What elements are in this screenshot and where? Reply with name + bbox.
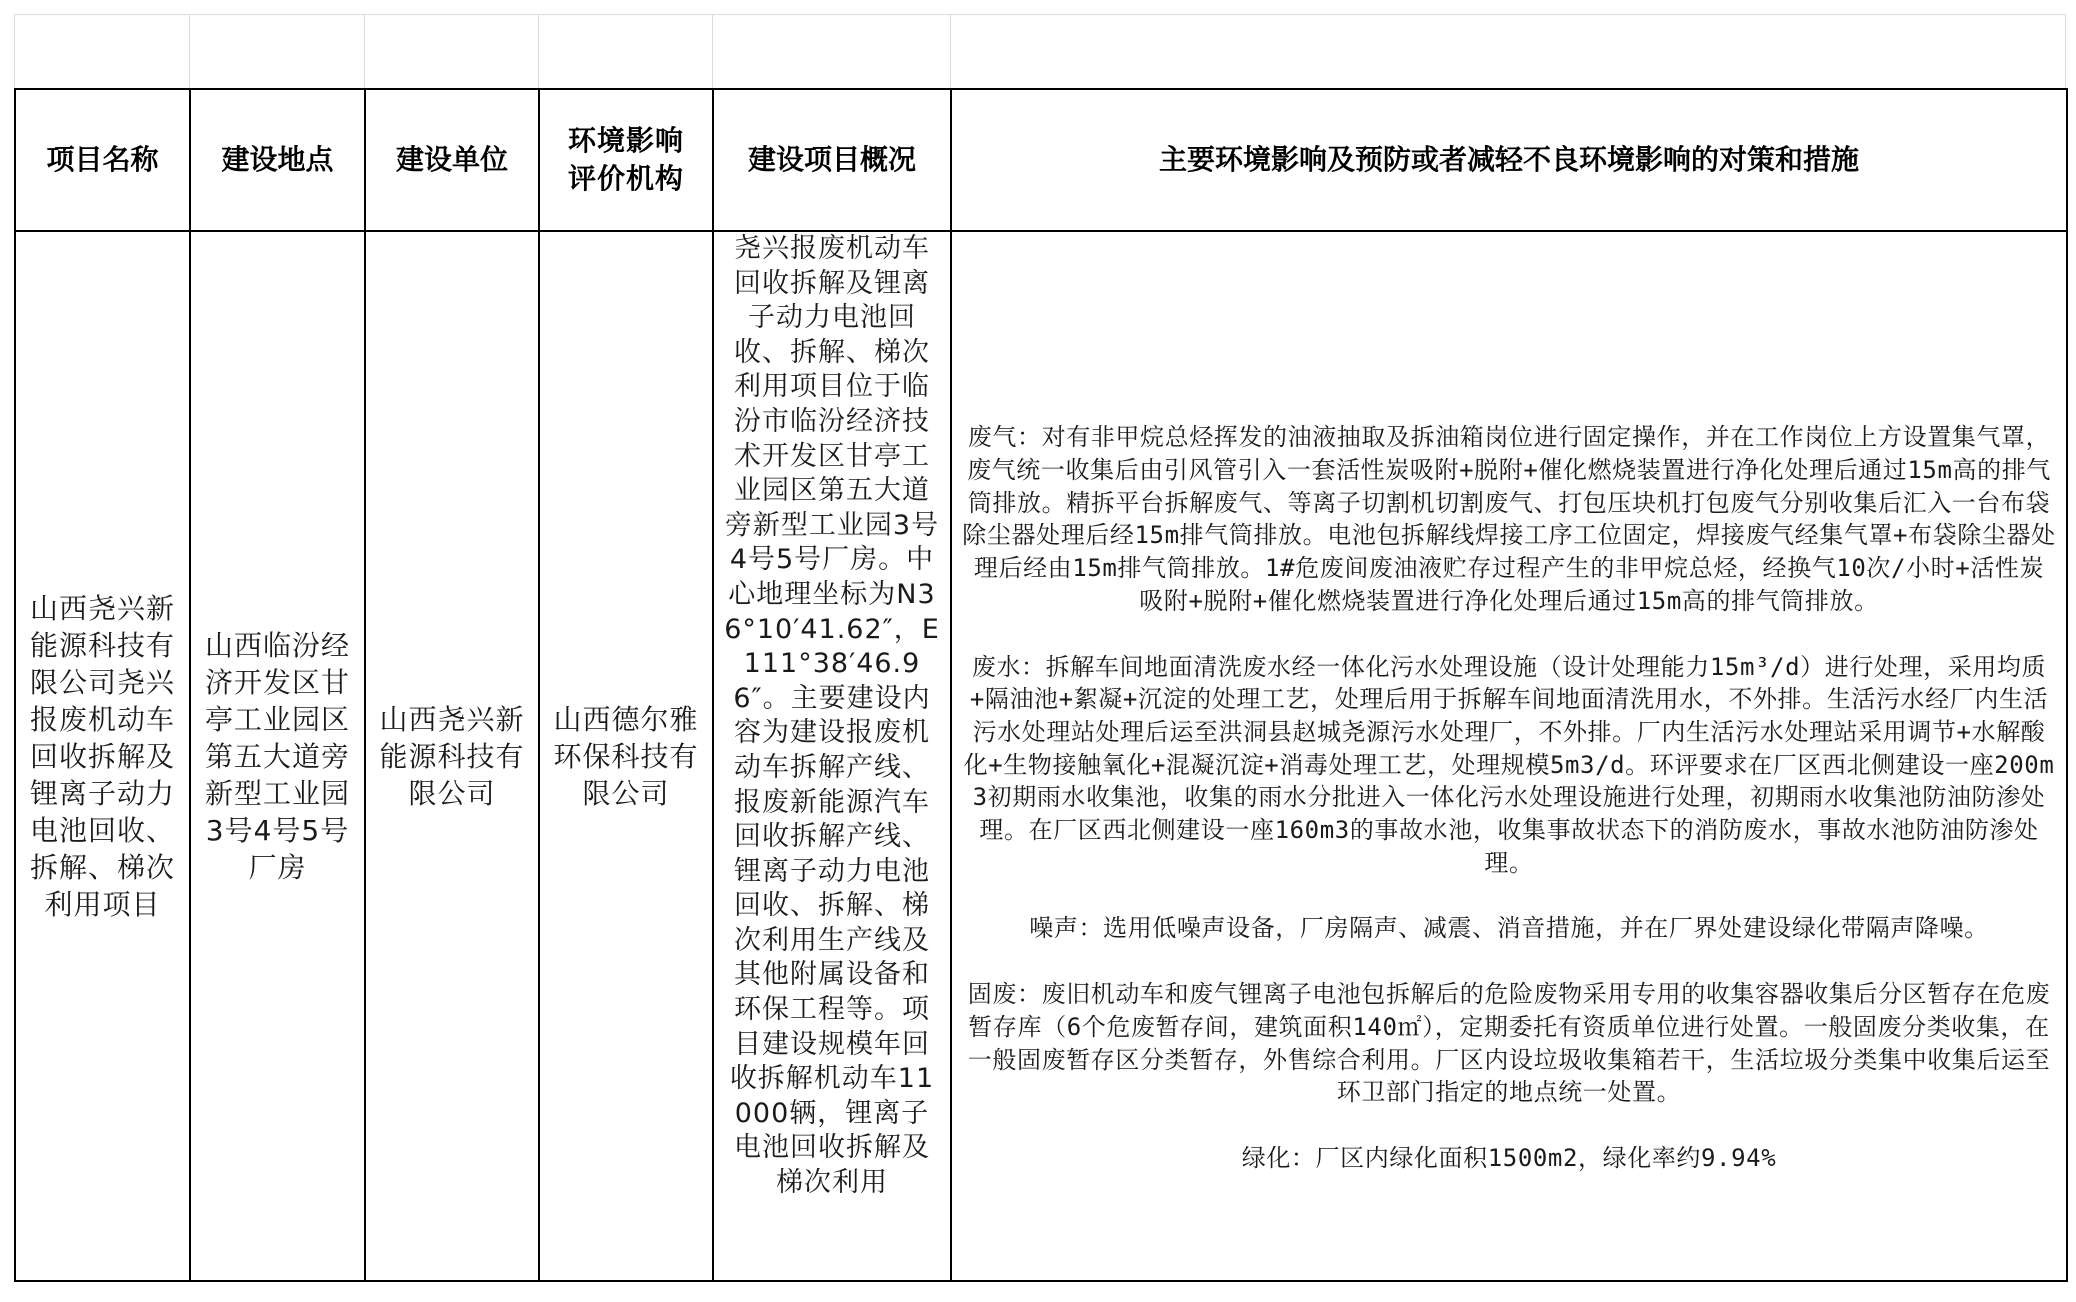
measure-greening: 绿化：厂区内绿化面积1500m2，绿化率约9.94%: [1241, 1143, 1777, 1172]
measure-noise: 噪声：选用低噪声设备，厂房隔声、减震、消音措施，并在厂界处建设绿化带隔声降噪。: [1029, 914, 1989, 943]
cell-overview: 尧兴报废机动车回收拆解及锂离子动力电池回收、拆解、梯次利用项目位于临汾市临汾经济技术开发区甘亭工业园区第五大道旁新型工业园3号4号5号厂房。中心地理坐标为N36°10′41.62″，E111°38′46.96″。主要建设内容为建设报废机动车拆解产线、报废新能源汽车回收拆解产线、锂离子动力电池回收、拆解、梯次利用生产线及其他附属设备和环保工程等。项目建设规模年回收拆解机动车11000辆，锂离子电池回收拆解及梯次利用: [713, 231, 951, 1281]
header-overview: 建设项目概况: [713, 89, 951, 231]
header-eia-agency: 环境影响评价机构: [539, 89, 713, 231]
cell-project-name: 山西尧兴新能源科技有限公司尧兴报废机动车回收拆解及锂离子动力电池回收、拆解、梯次利用项目: [15, 231, 190, 1281]
cell-eia-agency: 山西德尔雅环保科技有限公司: [539, 231, 713, 1281]
header-builder: 建设单位: [365, 89, 539, 231]
cell-location: 山西临汾经济开发区甘亭工业园区第五大道旁新型工业园3号4号5号厂房: [190, 231, 365, 1281]
cell-measures: [951, 231, 2067, 1281]
project-table: [14, 88, 2068, 1282]
empty-header-row: [14, 14, 2066, 89]
measure-solid-waste: 固废：废旧机动车和废气锂离子电池包拆解后的危险废物采用专用的收集容器收集后分区暂存在危废暂存库（6个危废暂存间，建筑面积140㎡），定期委托有资质单位进行处置。一般固废分类收集，在一般固废暂存区分类暂存，外售综合利用。厂区内设垃圾收集箱若干，生活垃圾分类集中收集后运至环卫部门指定的地点统一处置。: [967, 980, 2051, 1107]
header-location: 建设地点: [190, 89, 365, 231]
header-project-name: 项目名称: [15, 89, 190, 231]
measure-water: 废水：拆解车间地面清洗废水经一体化污水处理设施（设计处理能力15m³/d）进行处理，采用均质+隔油池+絮凝+沉淀的处理工艺，处理后用于拆解车间地面清洗用水，不外排。生活污水经厂内生活污水处理站处理后运至洪洞县赵城尧源污水处理厂，不外排。厂内生活污水处理站采用调节+水解酸化+生物接触氧化+混凝沉淀+消毒处理工艺，处理规模5m3/d。环评要求在厂区西北侧建设一座200m3初期雨水收集池，收集的雨水分批进入一体化污水处理设施进行处理，初期雨水收集池防油防渗处理。在厂区西北侧建设一座160m3的事故水池，收集事故状态下的消防废水，事故水池防油防渗处理。: [963, 652, 2055, 877]
cell-builder: 山西尧兴新能源科技有限公司: [365, 231, 539, 1281]
table-row: [15, 231, 2067, 1281]
measure-air: 废气：对有非甲烷总烃挥发的油液抽取及拆油箱岗位进行固定操作，并在工作岗位上方设置集气罩，废气统一收集后由引风管引入一套活性炭吸附+脱附+催化燃烧装置进行净化处理后通过15m高的排气筒排放。精拆平台拆解废气、等离子切割机切割废气、打包压块机打包废气分别收集后汇入一台布袋除尘器处理后经15m排气筒排放。电池包拆解线焊接工序工位固定，焊接废气经集气罩+布袋除尘器处理后经由15m排气筒排放。1#危废间废油液贮存过程产生的非甲烷总烃，经换气10次/小时+活性炭吸附+脱附+催化燃烧装置进行净化处理后通过15m高的排气筒排放。: [962, 423, 2056, 615]
header-row: [15, 89, 2067, 231]
header-measures: 主要环境影响及预防或者减轻不良环境影响的对策和措施: [951, 89, 2067, 231]
